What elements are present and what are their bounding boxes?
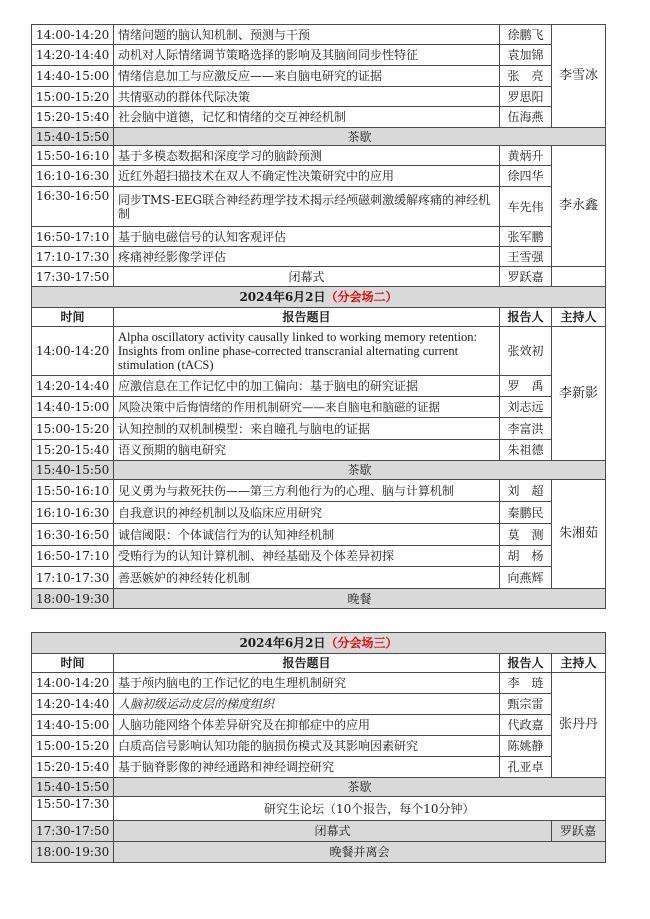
time-cell: 15:50-16:10	[32, 480, 114, 502]
dinner-label: 晚餐并离会	[114, 842, 606, 863]
time-cell: 14:00-14:20	[32, 673, 114, 694]
empty-cell	[552, 267, 606, 287]
dinner-row	[32, 589, 606, 609]
table-row	[32, 107, 606, 128]
topic-cell: 风险决策中后悔情绪的作用机制研究——来自脑电和脑磁的证据	[114, 397, 500, 418]
session-date: 2024年6月2日	[239, 636, 326, 650]
closing-label: 闭幕式	[114, 821, 552, 842]
column-header-row	[32, 308, 606, 327]
time-cell: 18:00-19:30	[32, 589, 114, 609]
column-header-topic: 报告题目	[114, 654, 500, 673]
dinner-label: 晚餐	[114, 589, 606, 609]
time-cell: 15:20-15:40	[32, 440, 114, 461]
table-row	[32, 524, 606, 546]
column-header-host: 主持人	[552, 308, 606, 327]
topic-cell: 语义预期的脑电研究	[114, 440, 500, 461]
time-cell: 15:00-15:20	[32, 87, 114, 107]
speaker-cell: 李富洪	[500, 418, 552, 440]
speaker-cell: 车先伟	[500, 187, 552, 227]
speaker-cell: 徐四华	[500, 166, 552, 187]
speaker-cell: 李 琏	[500, 673, 552, 694]
speaker-cell: 张军鹏	[500, 227, 552, 247]
time-cell: 14:20-14:40	[32, 694, 114, 715]
session-header	[32, 287, 606, 308]
break-row	[32, 461, 606, 480]
speaker-cell: 黄炳升	[500, 146, 552, 166]
table-row	[32, 66, 606, 87]
time-cell: 15:40-15:50	[32, 461, 114, 480]
table-row	[32, 146, 606, 166]
time-cell: 14:20-14:40	[32, 376, 114, 397]
closing-speaker-cell	[552, 821, 606, 842]
speaker-cell: 张效初	[500, 327, 552, 376]
topic-cell: 社会脑中道德，记忆和情绪的交互神经机制	[114, 107, 500, 128]
speaker-cell: 罗跃嘉	[500, 267, 552, 287]
speaker-cell: 袁加锦	[500, 45, 552, 66]
table-row	[32, 25, 606, 45]
table-row	[32, 247, 606, 267]
topic-cell: Alpha oscillatory activity causally linked to working memory retention: Insights from online phase-corrected transcranial alternating current stimulation (tACS)	[114, 327, 500, 376]
time-cell: 17:10-17:30	[32, 247, 114, 267]
table-row	[32, 546, 606, 567]
session-venue: （分会场二）	[325, 290, 398, 304]
table-row	[32, 736, 606, 757]
topic-cell: 同步TMS-EEG联合神经药理学技术揭示经颅磁刺激缓解疼痛的神经机制	[114, 187, 500, 227]
speaker-cell: 向燕辉	[500, 567, 552, 589]
time-cell: 15:40-15:50	[32, 128, 114, 146]
host-cell: 李永鑫	[552, 146, 606, 267]
speaker-cell: 甄宗雷	[500, 694, 552, 715]
column-header-row	[32, 654, 606, 673]
time-cell: 14:40-15:00	[32, 66, 114, 87]
session3-table	[31, 632, 606, 863]
closing-speaker: 罗跃嘉	[560, 824, 597, 838]
speaker-cell: 莫 测	[500, 524, 552, 546]
break-label: 茶歇	[114, 128, 606, 146]
table-row	[32, 440, 606, 461]
time-cell: 16:10-16:30	[32, 166, 114, 187]
speaker-cell: 胡 杨	[500, 546, 552, 567]
host-cell: 李新影	[552, 327, 606, 461]
forum-row	[32, 797, 606, 821]
speaker-cell: 秦鹏民	[500, 502, 552, 524]
session-title	[32, 633, 606, 654]
time-cell: 14:00-14:20	[32, 327, 114, 376]
time-cell: 15:00-15:20	[32, 418, 114, 440]
topic-cell: 受贿行为的认知计算机制、神经基础及个体差异初探	[114, 546, 500, 567]
speaker-cell: 孔亚卓	[500, 757, 552, 778]
speaker-cell: 刘志远	[500, 397, 552, 418]
speaker-cell: 刘 超	[500, 480, 552, 502]
topic-cell: 情绪问题的脑认知机制、预测与干预	[114, 25, 500, 45]
topic-cell: 基于颅内脑电的工作记忆的电生理机制研究	[114, 673, 500, 694]
table-row	[32, 327, 606, 376]
column-header-time: 时间	[32, 308, 114, 327]
time-cell: 16:50-17:10	[32, 227, 114, 247]
time-cell: 15:50-17:30	[32, 797, 114, 821]
time-cell: 14:40-15:00	[32, 715, 114, 736]
speaker-cell: 罗 禹	[500, 376, 552, 397]
speaker-cell: 朱祖德	[500, 440, 552, 461]
topic-cell: 疼痛神经影像学评估	[114, 247, 500, 267]
column-header-speaker: 报告人	[500, 308, 552, 327]
time-cell: 16:30-16:50	[32, 187, 114, 227]
host-cell: 张丹丹	[552, 673, 606, 778]
column-header-time: 时间	[32, 654, 114, 673]
speaker-cell: 陈姚静	[500, 736, 552, 757]
time-cell: 15:40-15:50	[32, 778, 114, 797]
table-row	[32, 673, 606, 694]
topic-cell: 人脑功能网络个体差异研究及在抑郁症中的应用	[114, 715, 500, 736]
topic-cell: 共情驱动的群体代际决策	[114, 87, 500, 107]
table-row	[32, 567, 606, 589]
time-cell: 15:00-15:20	[32, 736, 114, 757]
topic-cell: 诚信阈限：个体诚信行为的认知神经机制	[114, 524, 500, 546]
host-cell: 李雪冰	[552, 25, 606, 128]
break-row	[32, 128, 606, 146]
session1-table	[31, 24, 606, 609]
topic-cell: 基于脑电磁信号的认知客观评估	[114, 227, 500, 247]
host-cell: 朱湘茹	[552, 480, 606, 589]
dinner-row	[32, 842, 606, 863]
table-row	[32, 757, 606, 778]
topic-cell: 白质高信号影响认知功能的脑损伤模式及其影响因素研究	[114, 736, 500, 757]
topic-cell: 自我意识的神经机制以及临床应用研究	[114, 502, 500, 524]
topic-cell: 动机对人际情绪调节策略选择的影响及其脑间同步性特征	[114, 45, 500, 66]
column-header-topic: 报告题目	[114, 308, 500, 327]
time-cell: 16:30-16:50	[32, 524, 114, 546]
break-label: 茶歇	[114, 461, 606, 480]
speaker-cell: 张 亮	[500, 66, 552, 87]
time-cell: 17:30-17:50	[32, 267, 114, 287]
speaker-cell: 徐鹏飞	[500, 25, 552, 45]
time-cell: 16:10-16:30	[32, 502, 114, 524]
table-row	[32, 187, 606, 227]
topic-cell: 近红外超扫描技术在双人不确定性决策研究中的应用	[114, 166, 500, 187]
topic-cell: 人脑初级运动皮层的梯度组织	[114, 694, 500, 715]
forum-label: 研究生论坛（10个报告，每个10分钟）	[114, 797, 606, 821]
topic-cell: 善恶嫉妒的神经转化机制	[114, 567, 500, 589]
time-cell: 14:40-15:00	[32, 397, 114, 418]
time-cell: 14:00-14:20	[32, 25, 114, 45]
topic-cell: 基于多模态数据和深度学习的脑龄预测	[114, 146, 500, 166]
table-row	[32, 502, 606, 524]
speaker-cell: 罗思阳	[500, 87, 552, 107]
closing-label: 闭幕式	[114, 267, 500, 287]
time-cell: 15:50-16:10	[32, 146, 114, 166]
session-venue: （分会场三）	[325, 636, 398, 650]
speaker-cell: 王雪强	[500, 247, 552, 267]
closing-row	[32, 821, 606, 842]
speaker-cell: 代政嘉	[500, 715, 552, 736]
table-row	[32, 87, 606, 107]
session-header	[32, 633, 606, 654]
table-row	[32, 227, 606, 247]
table-row	[32, 418, 606, 440]
table-row	[32, 166, 606, 187]
table-row	[32, 376, 606, 397]
time-cell: 15:20-15:40	[32, 107, 114, 128]
time-cell: 18:00-19:30	[32, 842, 114, 863]
topic-cell: 认知控制的双机制模型：来自瞳孔与脑电的证据	[114, 418, 500, 440]
topic-cell: 情绪信息加工与应激反应——来自脑电研究的证据	[114, 66, 500, 87]
closing-row	[32, 267, 606, 287]
time-cell: 16:50-17:10	[32, 546, 114, 567]
topic-cell: 见义勇为与救死扶伤——第三方利他行为的心理、脑与计算机制	[114, 480, 500, 502]
topic-cell: 基于脑脊影像的神经通路和神经调控研究	[114, 757, 500, 778]
column-header-host: 主持人	[552, 654, 606, 673]
time-cell: 17:30-17:50	[32, 821, 114, 842]
table-row	[32, 694, 606, 715]
time-cell: 15:20-15:40	[32, 757, 114, 778]
speaker-cell: 伍海燕	[500, 107, 552, 128]
column-header-speaker: 报告人	[500, 654, 552, 673]
topic-cell: 应激信息在工作记忆中的加工偏向：基于脑电的研究证据	[114, 376, 500, 397]
time-cell: 14:20-14:40	[32, 45, 114, 66]
break-row	[32, 778, 606, 797]
table-row	[32, 397, 606, 418]
session-title	[32, 287, 606, 308]
session-date: 2024年6月2日	[239, 290, 326, 304]
table-row	[32, 45, 606, 66]
time-cell: 17:10-17:30	[32, 567, 114, 589]
table-row	[32, 715, 606, 736]
table-row	[32, 480, 606, 502]
break-label: 茶歇	[114, 778, 606, 797]
